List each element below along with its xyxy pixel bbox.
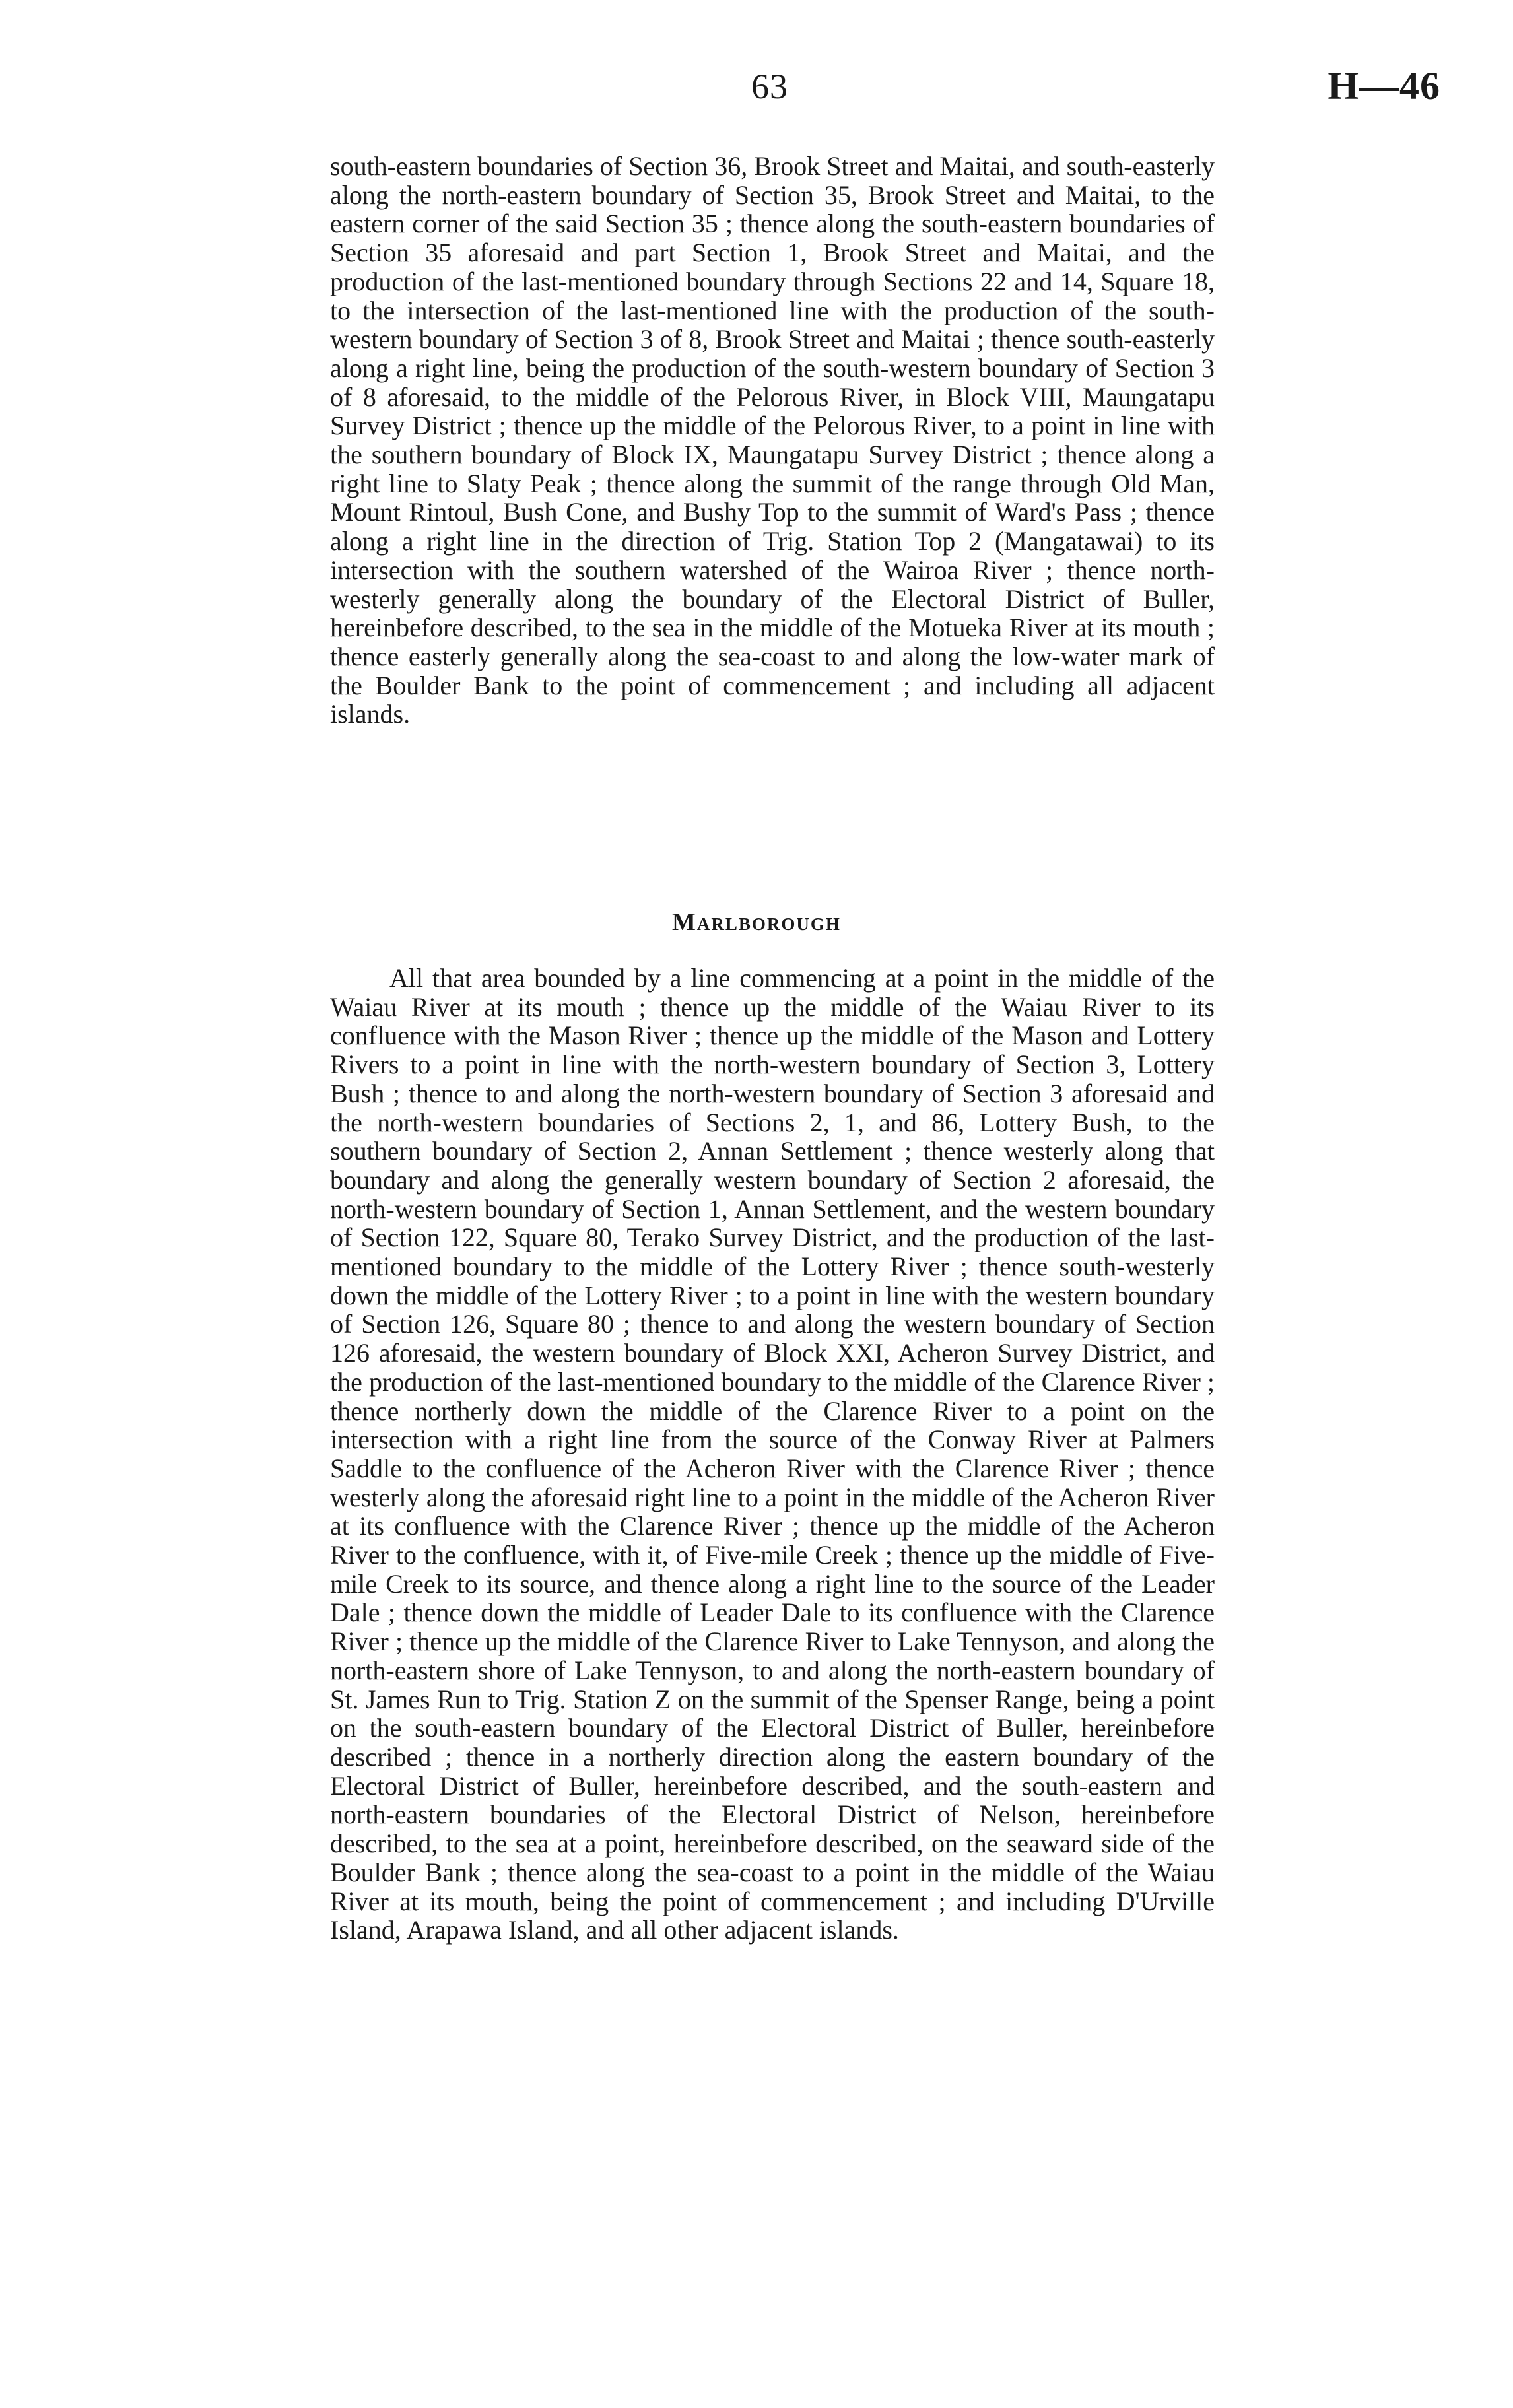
continuation-paragraph: south-eastern boundaries of Section 36, Brook Street and Maitai, and south-easterly along the north-eastern boundary of Section 35, Brook Street and Maitai, to the eastern corner of the said Section 35 ; thence along the south-eastern boundaries of Section 35 aforesaid and part Section 1, Brook Street and Maitai, and the production of the last-mentioned boundary through Sections 22 and 14, Square 18, to the intersection of the last-mentioned line with the production of the south-western boundary of Section 3 of 8, Brook Street and Maitai ; thence south-easterly along a right line, being the production of the south-western boundary of Section 3 of 8 aforesaid, to the middle of the Pelorous River, in Block VIII, Maungatapu Survey District ; thence up the middle of the Pelorous River, to a point in line with the southern boundary of Block IX, Maungatapu Survey District ; thence along a right line to Slaty Peak ; thence along the summit of the range through Old Man, Mount Rintoul, Bush Cone, and Bushy Top to the summit of Ward's Pass ; thence along a right line in the direction of Trig. Station Top 2 (Mangatawai) to its intersection with the southern watershed of the Wairoa River ; thence north-westerly generally along the boundary of the Electoral District of Buller, hereinbefore described, to the sea in the middle of the Motueka River at its mouth ; thence easterly generally along the sea-coast to and along the low-water mark of the Boulder Bank to the point of commencement ; and including all adjacent islands. xyxy=(330,151,1215,729)
marlborough-boundary-paragraph: All that area bounded by a line commencing at a point in the middle of the Waiau River at its mouth ; thence up the middle of the Waiau River to its confluence with the Mason River ; thence up the middle of the Mason and Lottery Rivers to a point in line with the north-western boundary of Section 3, Lottery Bush ; thence to and along the north-western boundary of Section 3 aforesaid and the north-western boundaries of Sections 2, 1, and 86, Lottery Bush, to the southern boundary of Section 2, Annan Settlement ; thence westerly along that boundary and along the generally western boundary of Section 2 aforesaid, the north-western boundary of Section 1, Annan Settlement, and the western boundary of Section 122, Square 80, Terako Survey District, and the production of the last-mentioned boundary to the middle of the Lottery River ; thence south-westerly down the middle of the Lottery River ; to a point in line with the western boundary of Section 126, Square 80 ; thence to and along the western boundary of Section 126 aforesaid, the western boundary of Block XXI, Acheron Survey District, and the production of the last-mentioned boundary to the middle of the Clarence River ; thence northerly down the middle of the Clarence River to a point on the intersection with a right line from the source of the Conway River at Palmers Saddle to the confluence of the Acheron River with the Clarence River ; thence westerly along the aforesaid right line to a point in the middle of the Acheron River at its confluence with the Clarence River ; thence up the middle of the Acheron River to the confluence, with it, of Five-mile Creek ; thence up the middle of Five-mile Creek to its source, and thence along a right line to the source of the Leader Dale ; thence down the middle of Leader Dale to its confluence with the Clarence River ; thence up the middle of the Clarence River to Lake Tennyson, and along the north-eastern shore of Lake Tennyson, to and along the north-eastern boundary of St. James Run to Trig. Station Z on the summit of the Spenser Range, being a point on the south-eastern boundary of the Electoral District of Buller, hereinbefore described ; thence in a northerly direction along the eastern boundary of the Electoral District of Buller, hereinbefore described, and the south-eastern and north-eastern boundaries of the Electoral District of Nelson, hereinbefore described, to the sea at a point, hereinbefore described, on the seaward side of the Boulder Bank ; thence along the sea-coast to a point in the middle of the Waiau River at its mouth, being the point of commencement ; and including D'Urville Island, Arapawa Island, and all other adjacent islands. xyxy=(330,963,1215,1945)
page-number: 63 xyxy=(751,67,788,106)
document-reference: H—46 xyxy=(1328,64,1440,108)
section-heading-marlborough: Marlborough xyxy=(672,908,841,936)
